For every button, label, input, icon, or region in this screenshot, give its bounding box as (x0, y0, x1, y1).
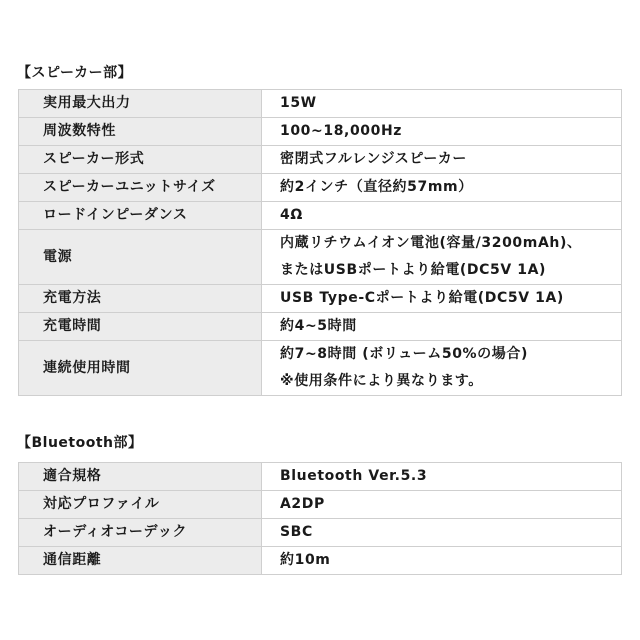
spec-value (262, 491, 622, 519)
spec-label: ロードインピーダンス (19, 202, 262, 230)
spec-row (19, 341, 622, 396)
spec-label: 対応プロファイル (19, 491, 262, 519)
spec-row (19, 547, 622, 575)
spec-label: 通信距離 (19, 547, 262, 575)
spec-label: 周波数特性 (19, 118, 262, 146)
speaker-section-title: 【スピーカー部】 (17, 65, 133, 81)
spec-label: 充電方法 (19, 285, 262, 313)
spec-row (19, 90, 622, 118)
spec-value (262, 202, 622, 230)
spec-label: 適合規格 (19, 463, 262, 491)
spec-row (19, 202, 622, 230)
spec-value (262, 463, 622, 491)
spec-row (19, 313, 622, 341)
spec-value-line: 4Ω (280, 207, 303, 223)
spec-value (262, 118, 622, 146)
spec-value-line: 100~18,000Hz (280, 123, 403, 139)
spec-value-line: SBC (280, 524, 313, 540)
spec-row (19, 519, 622, 547)
spec-value (262, 519, 622, 547)
spec-value (262, 285, 622, 313)
spec-row (19, 463, 622, 491)
spec-value-line: Bluetooth Ver.5.3 (280, 468, 428, 484)
spec-value-line: 約4~5時間 (280, 318, 357, 334)
spec-label: スピーカー形式 (19, 146, 262, 174)
spec-label: オーディオコーデック (19, 519, 262, 547)
spec-value-line: 15W (280, 95, 317, 111)
spec-label: スピーカーユニットサイズ (19, 174, 262, 202)
spec-label: 充電時間 (19, 313, 262, 341)
spec-row (19, 118, 622, 146)
spec-value-line: またはUSBポートより給電(DC5V 1A) (280, 262, 547, 278)
spec-value (262, 90, 622, 118)
spec-value-line: A2DP (280, 496, 325, 512)
bluetooth-section-title: 【Bluetooth部】 (17, 435, 143, 451)
spec-row (19, 491, 622, 519)
spec-value (262, 547, 622, 575)
spec-label: 連続使用時間 (19, 341, 262, 396)
spec-value (262, 146, 622, 174)
spec-value-line: 約2インチ（直径約57mm） (280, 179, 473, 195)
spec-value-line: 内蔵リチウムイオン電池(容量/3200mAh)、 (280, 235, 582, 251)
spec-value-line: 密閉式フルレンジスピーカー (280, 151, 467, 167)
spec-value-line: 約7~8時間 (ボリューム50%の場合) (280, 346, 528, 362)
spec-label: 電源 (19, 230, 262, 285)
spec-label: 実用最大出力 (19, 90, 262, 118)
spec-row (19, 146, 622, 174)
spec-value (262, 174, 622, 202)
spec-row (19, 174, 622, 202)
spec-value-line: 約10m (280, 552, 331, 568)
spec-value-line: USB Type-Cポートより給電(DC5V 1A) (280, 290, 564, 306)
spec-value (262, 313, 622, 341)
spec-value (262, 230, 622, 285)
spec-row (19, 285, 622, 313)
spec-value (262, 341, 622, 396)
speaker-spec-table (18, 89, 622, 396)
spec-value-line: ※使用条件により異なります。 (280, 373, 483, 389)
bluetooth-spec-table (18, 462, 622, 575)
spec-row (19, 230, 622, 285)
